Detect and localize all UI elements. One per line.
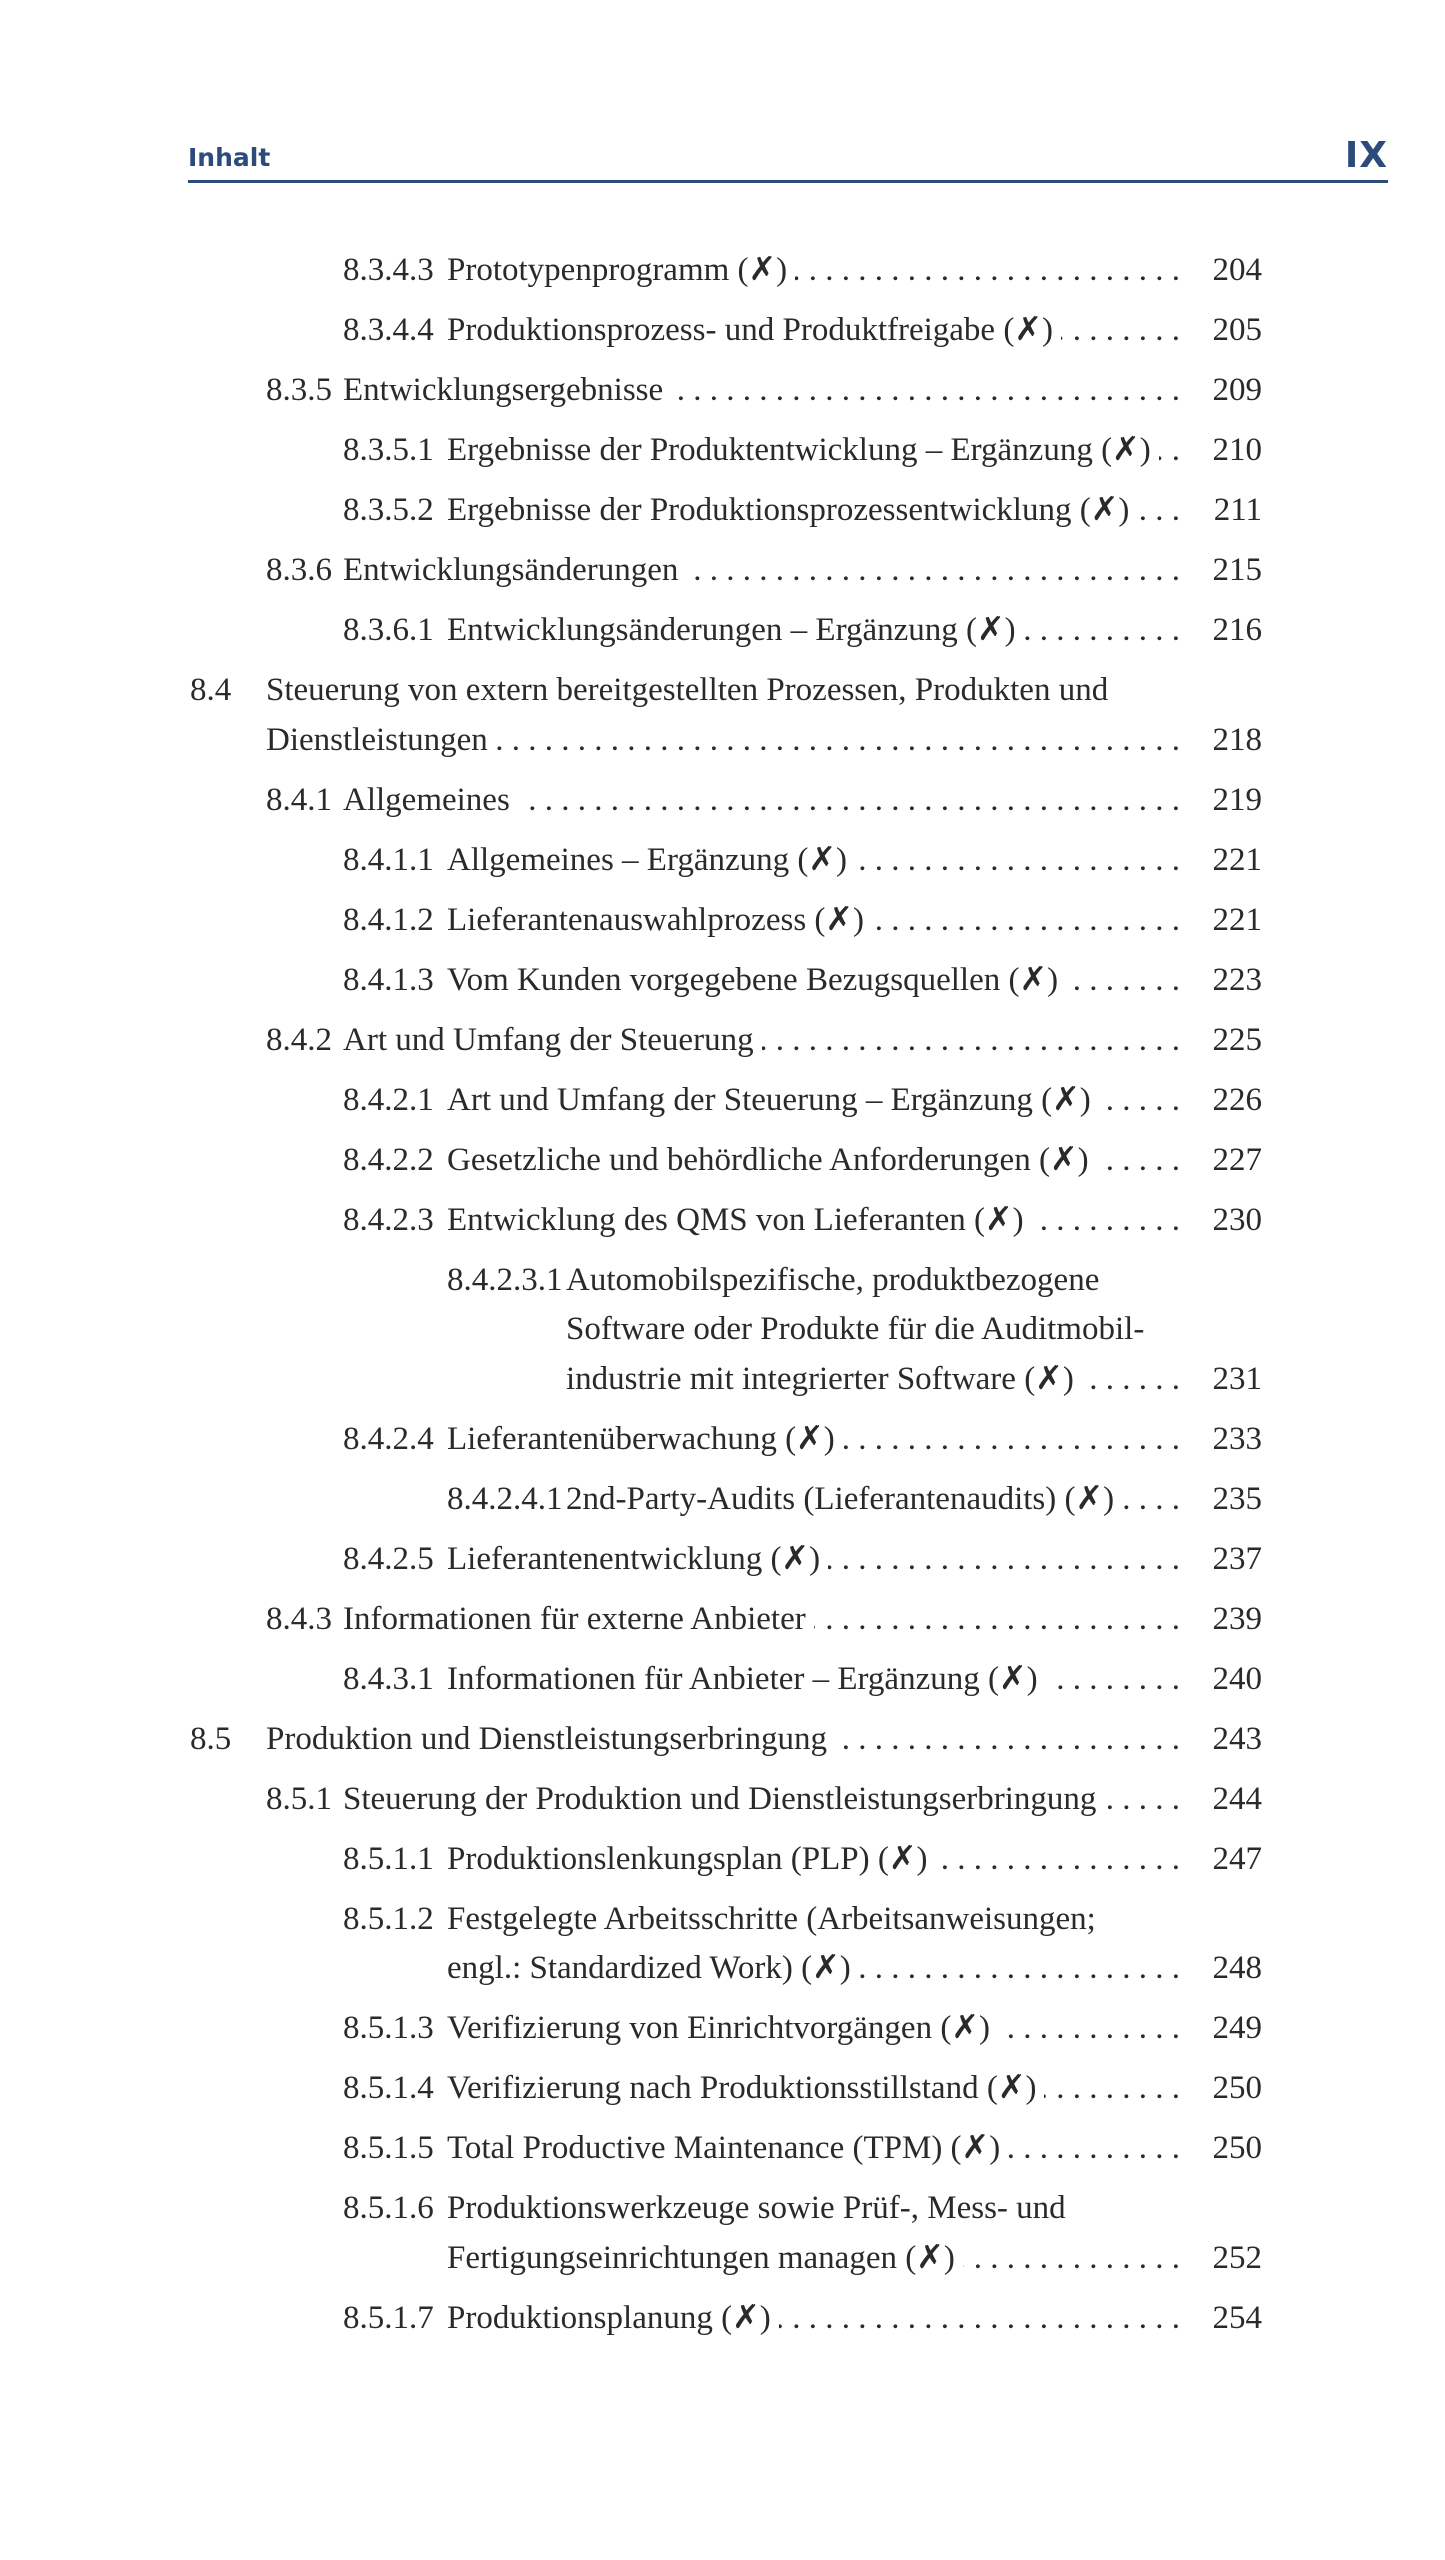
toc-entry-page-number: 210: [1212, 432, 1262, 468]
toc-entry-number: 8.4.1.1: [343, 841, 434, 878]
toc-entry-number: 8.4.2.3: [343, 1201, 434, 1238]
toc-entry-number: 8.4.2.4.1: [447, 1480, 563, 1517]
toc-entry[interactable]: [0, 1255, 1445, 1404]
toc-entry[interactable]: [0, 2063, 1445, 2113]
toc-entry-number: 8.5.1.2: [343, 1900, 434, 1937]
toc-entry-title: Art und Umfang der Steuerung – Ergänzung (✗): [447, 1082, 1099, 1118]
toc-entry-number: 8.5.1.3: [343, 2010, 434, 2046]
toc-entry-number: 8.3.5: [266, 372, 332, 408]
toc-entry[interactable]: [0, 2003, 1445, 2053]
toc-entry-title-line: [447, 1534, 1180, 1584]
toc-entry-title-line: [447, 1943, 1180, 1993]
toc-entry-number: 8.3.6.1: [343, 612, 434, 648]
toc-entry-title-line: [266, 715, 1180, 765]
toc-entry-number: 8.5.1: [266, 1780, 332, 1817]
toc-entry-title-line: [266, 665, 1116, 715]
toc-entry-number: 8.5.1.5: [343, 2130, 434, 2166]
toc-entry-title-line: [343, 1015, 1180, 1065]
toc-entry-page-number: 252: [1212, 2239, 1262, 2276]
toc-entry-title-line: [447, 245, 1180, 295]
toc-entry-title: Produktionsprozess- und Produktfreigabe (✗): [447, 312, 1061, 348]
toc-entry-page-number: 239: [1212, 1600, 1262, 1637]
toc-entry-title-line: [343, 1774, 1180, 1824]
toc-entry-page-number: 227: [1212, 1141, 1262, 1178]
toc-entry-title: Entwicklungsergebnisse: [343, 372, 671, 408]
toc-entry-page-number: 209: [1212, 372, 1262, 408]
toc-entry-page-number: 247: [1212, 1840, 1262, 1877]
toc-entry-page-number: 226: [1212, 1081, 1262, 1118]
toc-entry-page-number: 249: [1212, 2010, 1262, 2046]
toc-entry[interactable]: [0, 1534, 1445, 1584]
toc-entry-title-line: [447, 2233, 1180, 2283]
toc-entry-page-number: 219: [1212, 781, 1262, 818]
toc-entry-title: Verifizierung von Einrichtvorgängen (✗): [447, 2010, 998, 2046]
toc-entry[interactable]: [0, 2293, 1445, 2343]
toc-entry-title: Produktionslenkungsplan (PLP) (✗): [447, 1841, 935, 1877]
toc-entry-number: 8.4.1.2: [343, 901, 434, 938]
toc-entry-title: Fertigungseinrichtungen managen (✗): [447, 2240, 963, 2276]
toc-entry-title-line: [447, 2063, 1180, 2113]
toc-entry-title: industrie mit integrierter Software (✗): [566, 1361, 1082, 1397]
toc-entry-page-number: 240: [1212, 1660, 1262, 1697]
toc-entry-title-line: [447, 2183, 1074, 2233]
toc-entry-title: Total Productive Maintenance (TPM) (✗): [447, 2130, 1008, 2166]
toc-entry[interactable]: [0, 245, 1445, 295]
toc-entry-page-number: 248: [1212, 1950, 1262, 1986]
toc-entry-page-number: 221: [1212, 901, 1262, 938]
toc-entry[interactable]: [0, 485, 1445, 535]
toc-entry-number: 8.5.1.6: [343, 2190, 434, 2226]
toc-entry-title-line: [447, 895, 1180, 945]
toc-entry[interactable]: [0, 1774, 1445, 1824]
toc-entry-title-line: [566, 1255, 1107, 1305]
toc-entry[interactable]: [0, 955, 1445, 1005]
header-section-label: Inhalt: [188, 143, 271, 172]
toc-entry-title-line: [447, 1135, 1180, 1185]
toc-entry-page-number: 231: [1212, 1360, 1262, 1397]
toc-entry-title: Steuerung der Produktion und Dienstleistungserbringung: [343, 1781, 1104, 1817]
toc-entry-title: Verifizierung nach Produktionsstillstand (✗): [447, 2070, 1044, 2106]
toc-entry-page-number: 215: [1212, 552, 1262, 588]
toc-entry-title: Produktion und Dienstleistungserbringung: [266, 1721, 835, 1757]
toc-entry[interactable]: [0, 425, 1445, 475]
toc-entry[interactable]: [0, 1714, 1445, 1764]
toc-entry[interactable]: [0, 835, 1445, 885]
toc-entry-title-line: [447, 425, 1180, 475]
toc-entry-title-line: [447, 305, 1180, 355]
toc-entry-number: 8.4.2.5: [343, 1540, 434, 1577]
toc-entry-title-line: [343, 1594, 1180, 1644]
toc-entry-title: Entwicklungsänderungen – Ergänzung (✗): [447, 612, 1024, 648]
toc-entry-number: 8.5.1.1: [343, 1840, 434, 1877]
toc-entry-title: Steuerung von extern bereitgestellten Prozessen, Produkten und: [266, 672, 1116, 708]
toc-entry-number: 8.5.1.7: [343, 2299, 434, 2336]
toc-entry-title-line: [447, 2003, 1180, 2053]
toc-entry-title-line: [447, 485, 1180, 535]
toc-entry[interactable]: [0, 545, 1445, 595]
toc-entry[interactable]: [0, 1414, 1445, 1464]
toc-entry-title: Entwicklung des QMS von Lieferanten (✗): [447, 1202, 1032, 1238]
toc-entry-title: Gesetzliche und behördliche Anforderungen (✗): [447, 1142, 1097, 1178]
toc-entry-title: Art und Umfang der Steuerung: [343, 1022, 762, 1058]
toc-entry-number: 8.3.4.3: [343, 252, 434, 288]
toc-entry-page-number: 237: [1212, 1540, 1262, 1577]
toc-entry[interactable]: [0, 1474, 1445, 1524]
toc-entry-number: 8.5.1.4: [343, 2070, 434, 2106]
toc-entry-page-number: 244: [1212, 1780, 1262, 1817]
toc-entry-title: Informationen für externe Anbieter: [343, 1601, 814, 1637]
toc-entry-title-line: [447, 2293, 1180, 2343]
toc-entry-number: 8.4.2.2: [343, 1141, 434, 1178]
toc-entry-title-line: [343, 365, 1180, 415]
toc-entry-title: 2nd-Party-Audits (Lieferantenaudits) (✗): [566, 1481, 1122, 1517]
toc-entry-title-line: [447, 835, 1180, 885]
toc-entry-title-line: [447, 1195, 1180, 1245]
toc-entry-page-number: 235: [1212, 1480, 1262, 1517]
toc-entry-page-number: 233: [1212, 1420, 1262, 1457]
toc-entry-title-line: [566, 1354, 1180, 1404]
toc-entry-number: 8.4.2.3.1: [447, 1261, 563, 1298]
toc-entry-page-number: 243: [1212, 1720, 1262, 1757]
toc-entry-page-number: 250: [1212, 2130, 1262, 2166]
toc-entry-number: 8.3.6: [266, 552, 332, 588]
toc-entry-page-number: 218: [1212, 721, 1262, 758]
toc-entry-title-line: [447, 1834, 1180, 1884]
toc-entry-title: Produktionswerkzeuge sowie Prüf-, Mess- und: [447, 2190, 1074, 2226]
toc-entry-title-line: [447, 605, 1180, 655]
toc-entry-number: 8.4: [190, 672, 232, 708]
toc-entry[interactable]: [0, 1894, 1445, 1993]
toc-entry-number: 8.4.2: [266, 1021, 332, 1058]
toc-entry-page-number: 204: [1212, 252, 1262, 288]
toc-entry-number: 8.3.4.4: [343, 312, 434, 348]
toc-entry[interactable]: [0, 775, 1445, 825]
toc-entry-title: Festgelegte Arbeitsschritte (Arbeitsanweisungen;: [447, 1901, 1104, 1937]
toc-entry-title: Lieferantenentwicklung (✗): [447, 1541, 828, 1577]
toc-entry-number: 8.5: [190, 1720, 232, 1757]
toc-entry-title-line: [447, 1075, 1180, 1125]
toc-entry-title-line: [343, 775, 1180, 825]
toc-entry-page-number: 216: [1212, 612, 1262, 648]
toc-entry-page-number: 221: [1212, 841, 1262, 878]
toc-entry[interactable]: [0, 1075, 1445, 1125]
toc-entry[interactable]: [0, 365, 1445, 415]
toc-entry-title: Ergebnisse der Produktionsprozessentwicklung (✗): [447, 492, 1137, 528]
toc-entry-title: engl.: Standardized Work) (✗): [447, 1950, 859, 1986]
toc-entry-title-line: [343, 545, 1180, 595]
toc-entry-title: Lieferantenauswahlprozess (✗): [447, 902, 872, 938]
toc-entry-title-line: [447, 2123, 1180, 2173]
toc-entry[interactable]: [0, 895, 1445, 945]
toc-entry-title-line: [566, 1474, 1180, 1524]
toc-entry-number: 8.4.3.1: [343, 1660, 434, 1697]
header-page-numeral: IX: [1344, 135, 1388, 176]
toc-entry-title: Software oder Produkte für die Auditmobil-: [566, 1311, 1152, 1347]
toc-entry[interactable]: [0, 1015, 1445, 1065]
toc-entry-title: Informationen für Anbieter – Ergänzung (✗): [447, 1661, 1046, 1697]
toc-entry-number: 8.3.5.2: [343, 492, 434, 528]
toc-entry-title: Allgemeines: [343, 782, 518, 818]
toc-entry-number: 8.4.3: [266, 1600, 332, 1637]
toc-entry-title: Automobilspezifische, produktbezogene: [566, 1262, 1107, 1298]
toc-entry-number: 8.4.1: [266, 781, 332, 818]
toc-entry-page-number: 250: [1212, 2070, 1262, 2106]
toc-entry-title-line: [447, 1414, 1180, 1464]
toc-entry[interactable]: [0, 1195, 1445, 1245]
toc-entry[interactable]: [0, 305, 1445, 355]
toc-entry[interactable]: [0, 1834, 1445, 1884]
toc-entry-title-line: [566, 1304, 1152, 1354]
toc-entry-number: 8.4.1.3: [343, 961, 434, 998]
toc-entry-title: Ergebnisse der Produktentwicklung – Ergänzung (✗): [447, 432, 1159, 468]
toc-entry-page-number: 211: [1213, 492, 1262, 528]
toc-entry-page-number: 230: [1212, 1201, 1262, 1238]
toc-entry-page-number: 225: [1212, 1021, 1262, 1058]
toc-entry-title: Entwicklungsänderungen: [343, 552, 686, 588]
toc-entry-number: 8.3.5.1: [343, 432, 434, 468]
toc-entry-title: Produktionsplanung (✗): [447, 2300, 779, 2336]
toc-entry[interactable]: [0, 2183, 1445, 2282]
toc-entry-title-line: [447, 1654, 1180, 1704]
toc-entry[interactable]: [0, 665, 1445, 764]
toc-entry-page-number: 205: [1212, 312, 1262, 348]
toc-entry-title: Lieferantenüberwachung (✗): [447, 1421, 843, 1457]
toc-entry-title: Prototypenprogramm (✗): [447, 252, 795, 288]
toc-entry-page-number: 254: [1212, 2299, 1262, 2336]
toc-entry-number: 8.4.2.1: [343, 1081, 434, 1118]
toc-entry-page-number: 223: [1212, 961, 1262, 998]
toc-entry[interactable]: [0, 1654, 1445, 1704]
toc-entry[interactable]: [0, 1135, 1445, 1185]
toc-entry-title-line: [266, 1714, 1180, 1764]
toc-entry-number: 8.4.2.4: [343, 1420, 434, 1457]
toc-entry-title: Dienstleistungen: [266, 722, 496, 758]
toc-entry-title: Allgemeines – Ergänzung (✗): [447, 842, 855, 878]
toc-entry-title-line: [447, 1894, 1104, 1944]
toc-entry[interactable]: [0, 2123, 1445, 2173]
toc-entry[interactable]: [0, 1594, 1445, 1644]
toc-entry-title-line: [447, 955, 1180, 1005]
toc-entry[interactable]: [0, 605, 1445, 655]
toc-entry-title: Vom Kunden vorgegebene Bezugsquellen (✗): [447, 962, 1066, 998]
